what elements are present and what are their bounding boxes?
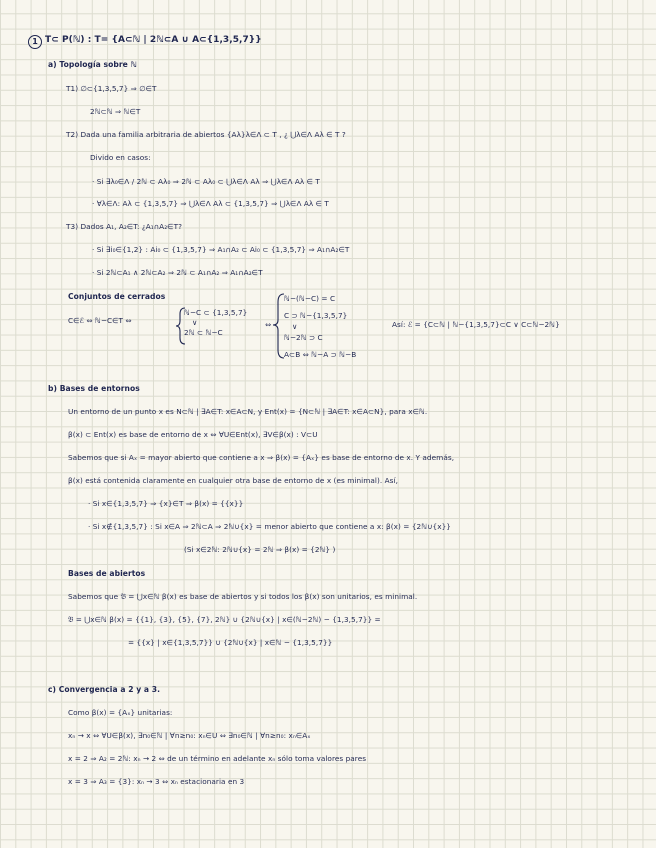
section-c-title: c) Convergencia a 2 y a 3. xyxy=(48,685,161,694)
convergence-intro: Como β(x) = {Aₓ} unitarias: xyxy=(68,708,173,717)
closed-reason-2: C ⊃ ℕ−{1,3,5,7} xyxy=(284,311,348,320)
t3-case-1: · Si ∃i₀∈{1,2} : Ai₀ ⊂ {1,3,5,7} ⇒ A₁∩A₂ ⊂ Ai₀ ⊂ {1,3,5,7} ⇒ A₁∩A₂∈T xyxy=(92,245,350,254)
t3-case-2: · Si 2ℕ⊂A₁ ∧ 2ℕ⊂A₂ ⇒ 2ℕ ⊂ A₁∩A₂ ⇒ A₁∩A₂∈T xyxy=(92,268,263,277)
t2-case-1: · Si ∃λ₀∈Λ / 2ℕ ⊂ Aλ₀ ⇒ 2ℕ ⊂ Aλ₀ ⊂ ⋃λ∈Λ Aλ ⇒ ⋃λ∈Λ Aλ ∈ T xyxy=(92,177,320,186)
t1-line-2: 2ℕ⊂ℕ ⇒ ℕ∈T xyxy=(90,107,141,116)
section-b-title: b) Bases de entornos xyxy=(48,384,140,393)
closed-iff: ⇔ xyxy=(265,320,272,329)
base-case-odd: · Si x∈{1,3,5,7} ⇒ {x}∈T ⇒ β(x) = {{x}} xyxy=(88,499,244,508)
open-base-statement: Sabemos que 𝔅 = ⋃x∈ℕ β(x) es base de abiertos y si todos los β(x) son unitarios, es minimal. xyxy=(68,592,418,601)
t2-cases: Divido en casos: xyxy=(90,153,151,162)
problem-number: 1 xyxy=(28,35,42,49)
convergence-to-3: x = 3 ⇒ A₃ = {3}: xₙ → 3 ⇔ xₙ estacionaria en 3 xyxy=(68,777,245,786)
base-case-other: · Si x∉{1,3,5,7} : Si x∈A ⇒ 2ℕ⊂A ⇒ 2ℕ∪{x} = menor abierto que contiene a x: β(x) = {2ℕ∪{x}} xyxy=(88,522,451,531)
convergence-definition: xₙ → x ⇔ ∀U∈β(x), ∃n₀∈ℕ | ∀n≥n₀: xₙ∈U ⇔ ∃n₀∈ℕ | ∀n≥n₀: xₙ∈Aₓ xyxy=(68,731,311,740)
minimal-open-note: Sabemos que si Aₓ = mayor abierto que contiene a x ⇒ β(x) = {Aₓ} es base de entorno de x. Y además, xyxy=(68,453,455,462)
convergence-to-2: x = 2 ⇒ A₂ = 2ℕ: xₙ → 2 ⇔ de un término en adelante xₙ sólo toma valores pares xyxy=(68,754,367,763)
closed-case-1: ℕ−C ⊂ {1,3,5,7} xyxy=(184,308,248,317)
open-base-union: 𝔅 = ⋃x∈ℕ β(x) = {{1}, {3}, {5}, {7}, 2ℕ} ∪ {2ℕ∪{x} | x∈(ℕ−2ℕ) − {1,3,5,7}} = xyxy=(68,615,381,624)
base-case-even-note: (Si x∈2ℕ: 2ℕ∪{x} = 2ℕ ⇒ β(x) = {2ℕ} ) xyxy=(184,545,336,554)
minimal-base-note: β(x) está contenida claramente en cualquier otra base de entorno de x (es minimal). Así, xyxy=(68,476,398,485)
open-base-result: = {{x} | x∈{1,3,5,7}} ∪ {2ℕ∪{x} | x∈ℕ − {1,3,5,7}} xyxy=(128,638,333,647)
closed-reason-or: ∨ xyxy=(292,322,298,331)
t2-case-2: · ∀λ∈Λ: Aλ ⊂ {1,3,5,7} ⇒ ⋃λ∈Λ Aλ ⊂ {1,3,5,7} ⇒ ⋃λ∈Λ Aλ ∈ T xyxy=(92,199,329,208)
problem-statement: T⊂ P(ℕ) : T= {A⊂ℕ | 2ℕ⊂A ∪ A⊂{1,3,5,7}} xyxy=(45,35,262,45)
closed-reason-1: ℕ−(ℕ−C) = C xyxy=(284,294,336,303)
t1-line-1: T1) ∅⊂{1,3,5,7} ⇒ ∅∈T xyxy=(66,84,157,93)
closed-sets-result: Así: ℰ = {C⊂ℕ | ℕ−{1,3,5,7}⊂C ∨ C⊂ℕ−2ℕ} xyxy=(392,320,560,329)
closed-reason-4: A⊂B ⇔ ℕ−A ⊃ ℕ−B xyxy=(284,350,357,359)
open-base-title: Bases de abiertos xyxy=(68,569,146,578)
closed-or-symbol: ∨ xyxy=(192,318,198,327)
neighborhood-definition: Un entorno de un punto x es N⊂ℕ | ∃A∈T: x∈A⊂N, y Ent(x) = {N⊂ℕ | ∃A∈T: x∈A⊂N}, para x∈ℕ. xyxy=(68,407,428,416)
closed-sets-title: Conjuntos de cerrados xyxy=(68,292,166,301)
closed-sets-lhs: C∈ℰ ⇔ ℕ−C∈T ⇔ xyxy=(68,316,132,325)
t3-title: T3) Dados A₁, A₂∈T: ¿A₁∩A₂∈T? xyxy=(66,222,183,231)
section-a-title: a) Topología sobre ℕ xyxy=(48,60,137,69)
t2-title: T2) Dada una familia arbitraria de abiertos {Aλ}λ∈Λ ⊂ T , ¿ ⋃λ∈Λ Aλ ∈ T ? xyxy=(66,130,346,139)
closed-case-2: 2ℕ ⊂ ℕ−C xyxy=(184,328,223,337)
closed-reason-3: ℕ−2ℕ ⊃ C xyxy=(284,333,323,342)
base-definition: β(x) ⊂ Ent(x) es base de entorno de x ⇔ ∀U∈Ent(x), ∃V∈β(x) : V⊂U xyxy=(68,430,318,439)
